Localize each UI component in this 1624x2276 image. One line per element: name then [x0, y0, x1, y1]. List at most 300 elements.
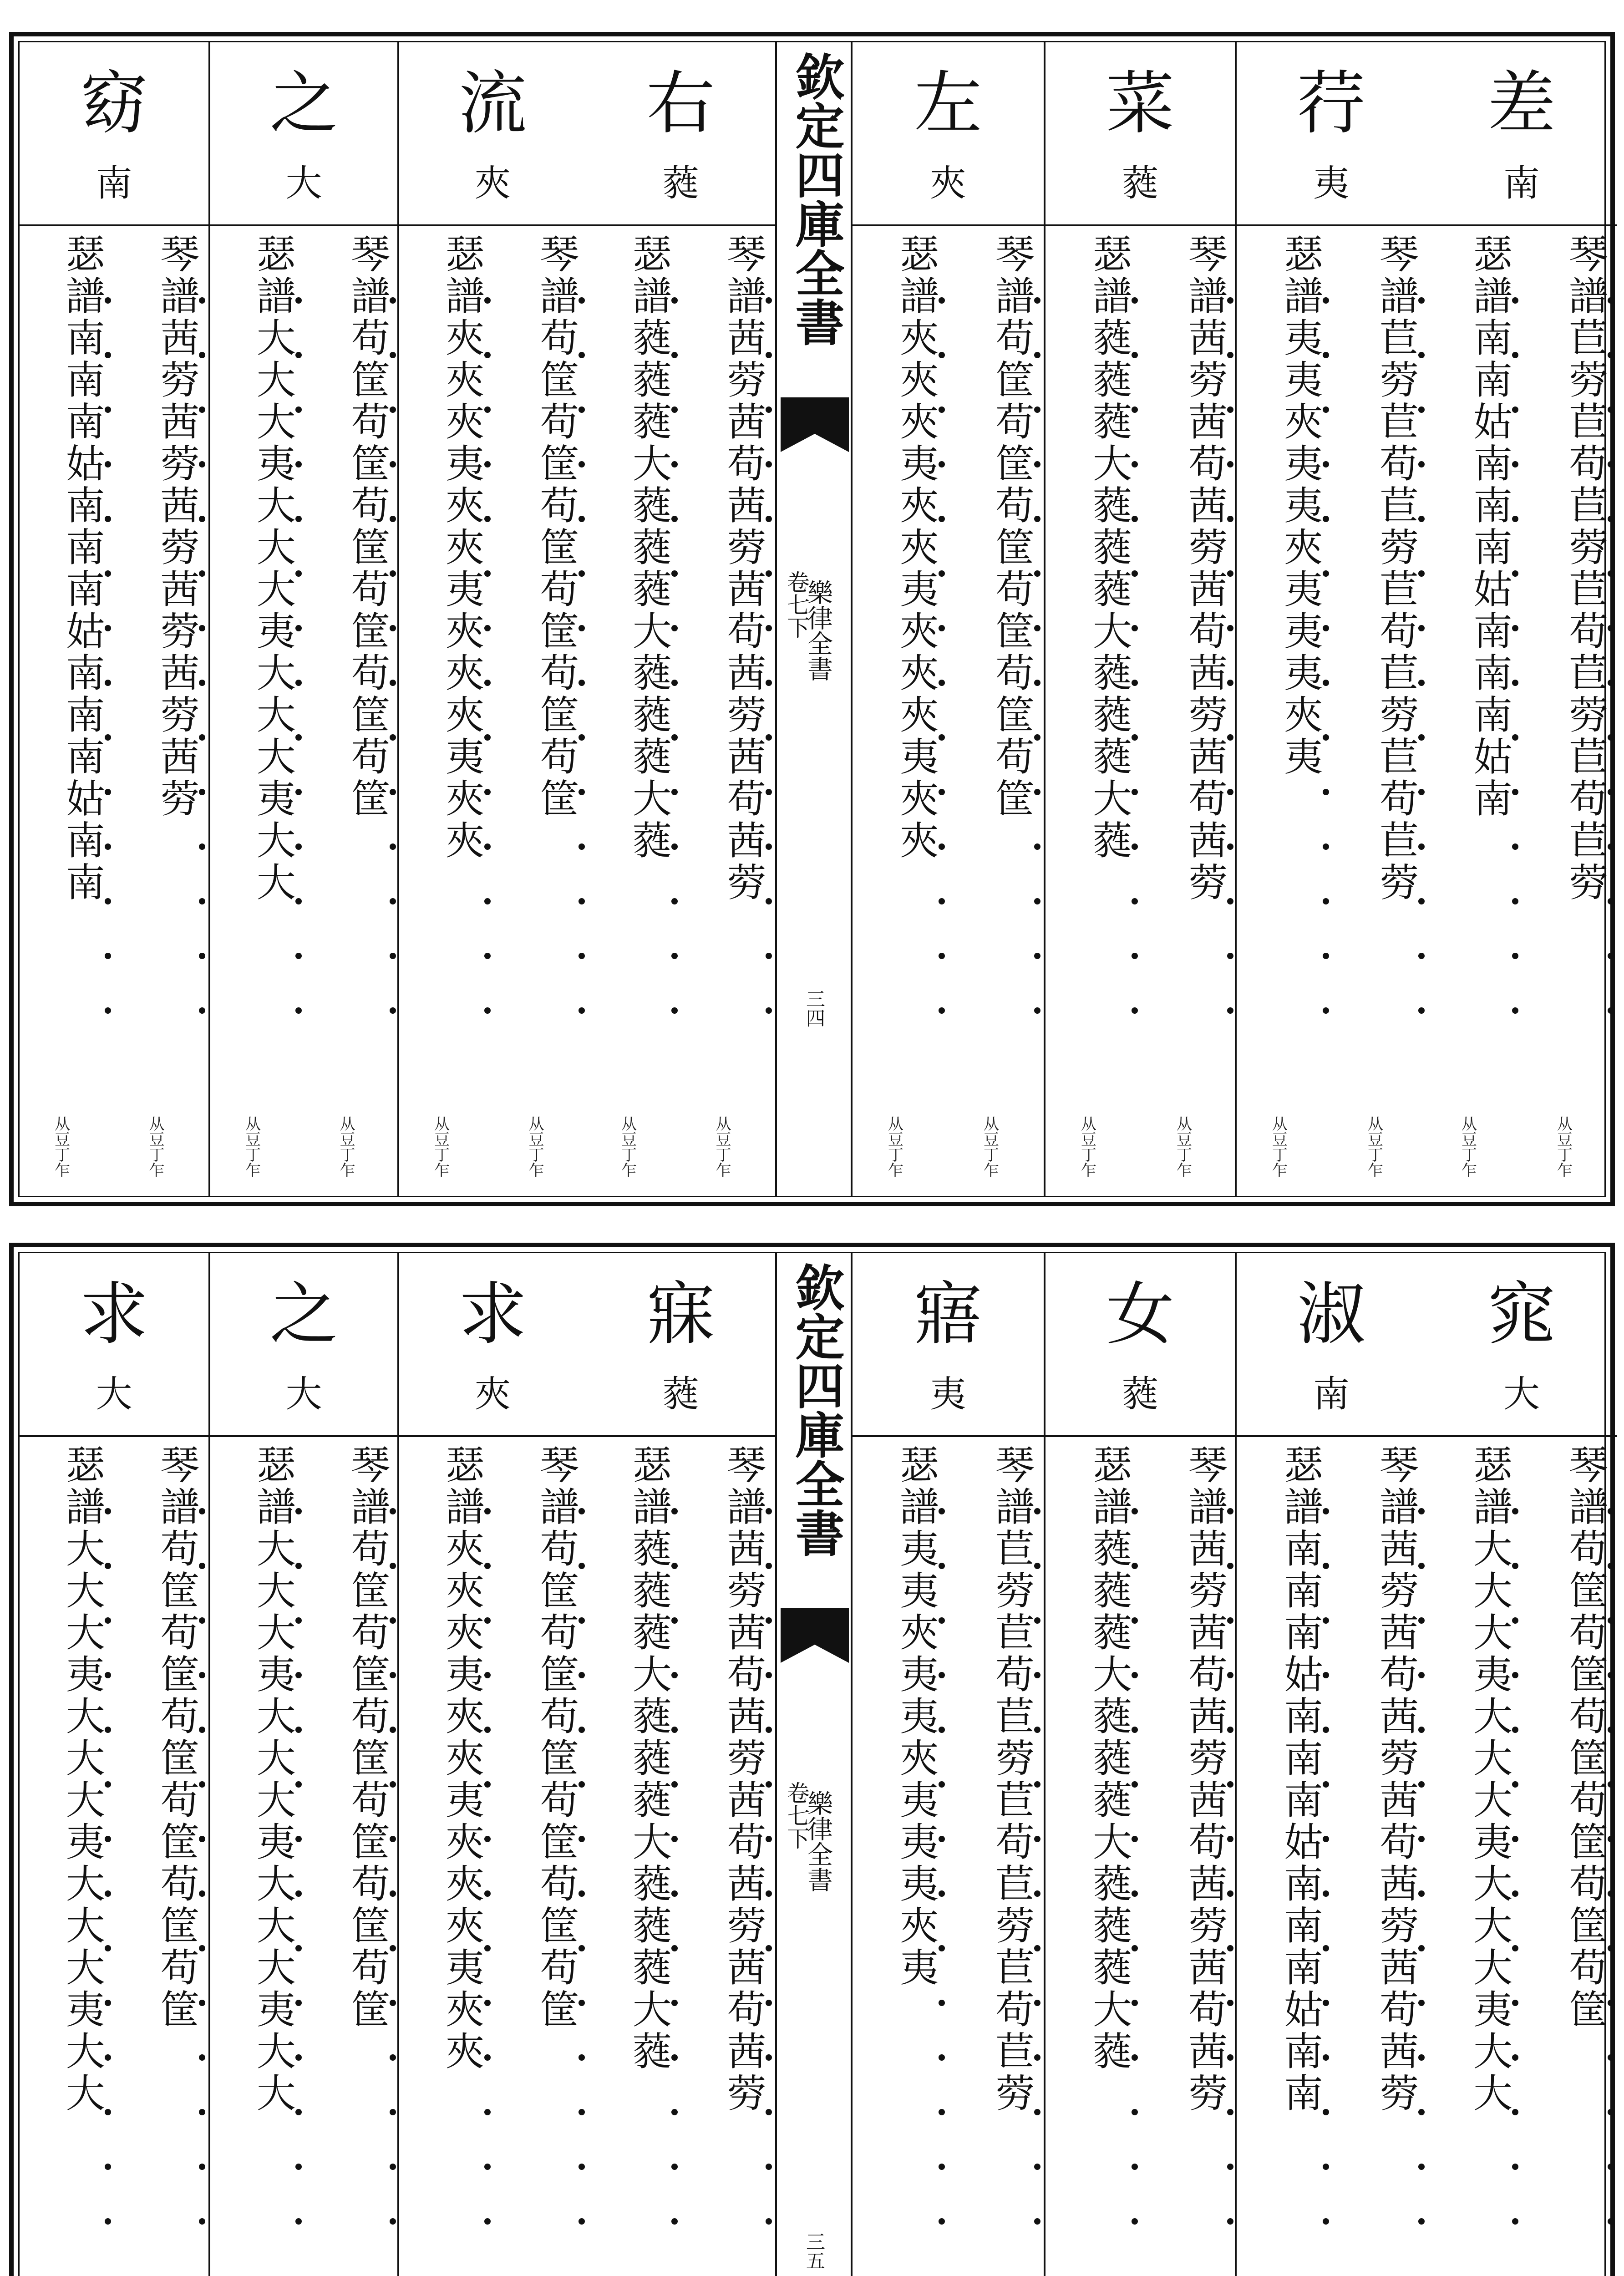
- punctuation-dot: [939, 2164, 945, 2170]
- punctuation-dot: [1227, 1890, 1233, 1897]
- punctuation-dot: [766, 297, 772, 304]
- punctuation-dot: [579, 1508, 585, 1514]
- fingering-footnote: 从豆丁乍: [618, 1116, 637, 1178]
- punctuation-dot: [1418, 953, 1425, 959]
- punctuation-dot: [766, 789, 772, 795]
- punctuation-dot: [105, 516, 111, 522]
- punctuation-dot: [1608, 789, 1614, 795]
- punctuation-dot: [484, 2000, 491, 2006]
- punctuation-dot: [295, 2054, 302, 2061]
- pitch-note: 夾: [930, 162, 966, 204]
- punctuation-dot: [1323, 953, 1329, 959]
- punctuation-dot: [1512, 297, 1518, 304]
- punctuation-dot: [390, 680, 396, 686]
- punctuation-dot: [939, 352, 945, 358]
- punctuation-dot: [579, 1890, 585, 1897]
- punctuation-dot: [1418, 352, 1425, 358]
- punctuation-dot: [199, 2109, 205, 2115]
- punctuation-dot: [1227, 898, 1233, 904]
- fingering-footnote: 从豆丁乍: [1365, 1116, 1383, 1178]
- punctuation-dot: [579, 2164, 585, 2170]
- bottom-left-half: [20, 1253, 775, 2276]
- qin-score: 琴譜茜䓖茜䓖茜䓖茜䓖茜䓖茜䓖: [153, 234, 199, 820]
- punctuation-dot: [390, 843, 396, 850]
- punctuation-dot: [1323, 625, 1329, 631]
- punctuation-dot: [484, 1007, 491, 1014]
- lyric-character: 求: [458, 1275, 527, 1354]
- lyric-character: 差: [1487, 64, 1556, 143]
- punctuation-dot: [390, 570, 396, 577]
- punctuation-dot: [1512, 680, 1518, 686]
- punctuation-dot: [484, 1563, 491, 1569]
- punctuation-dot: [484, 352, 491, 358]
- punctuation-dot: [579, 680, 585, 686]
- punctuation-dot: [1418, 2000, 1425, 2006]
- punctuation-dot: [484, 1945, 491, 1951]
- punctuation-dot: [1418, 1617, 1425, 1624]
- punctuation-dot: [1132, 1836, 1138, 1842]
- punctuation-dot: [1608, 1945, 1614, 1951]
- punctuation-dot: [1034, 843, 1040, 850]
- punctuation-dot: [1227, 1617, 1233, 1624]
- punctuation-dot: [484, 625, 491, 631]
- punctuation-dot: [199, 406, 205, 413]
- punctuation-dot: [1227, 2218, 1233, 2225]
- punctuation-dot: [1608, 953, 1614, 959]
- lyric-character: 淑: [1297, 1275, 1365, 1354]
- punctuation-dot: [1512, 1672, 1518, 1678]
- lyric-column: [586, 42, 775, 1196]
- punctuation-dot: [1608, 1672, 1614, 1678]
- lyric-character: 左: [914, 64, 982, 143]
- punctuation-dot: [295, 734, 302, 741]
- punctuation-dot: [1227, 461, 1233, 467]
- punctuation-dot: [579, 734, 585, 741]
- qin-score: 琴譜苣䓖苣苟苣䓖苣苟苣䓖苣苟苣䓖: [1373, 234, 1418, 904]
- punctuation-dot: [766, 1563, 772, 1569]
- pitch-note: 南: [1503, 162, 1540, 204]
- punctuation-dot: [579, 789, 585, 795]
- punctuation-dot: [1227, 1727, 1233, 1733]
- lyric-column: [208, 42, 397, 1196]
- punctuation-dot: [1227, 2054, 1233, 2061]
- punctuation-dot: [1323, 898, 1329, 904]
- punctuation-dot: [1227, 734, 1233, 741]
- punctuation-dot: [484, 843, 491, 850]
- punctuation-dot: [1608, 1890, 1614, 1897]
- punctuation-dot: [1323, 2218, 1329, 2225]
- punctuation-dot: [1323, 1727, 1329, 1733]
- punctuation-dot: [939, 1890, 945, 1897]
- punctuation-dot: [671, 2000, 678, 2006]
- punctuation-dot: [766, 1890, 772, 1897]
- punctuation-dot: [766, 953, 772, 959]
- punctuation-dot: [1132, 2218, 1138, 2225]
- punctuation-dot: [1418, 1508, 1425, 1514]
- punctuation-dot: [1132, 1672, 1138, 1678]
- column-header: [1237, 42, 1426, 226]
- qin-score: 琴譜苟筐苟筐苟筐苟筐苟筐苟筐: [1562, 1444, 1608, 2031]
- punctuation-dot: [105, 2054, 111, 2061]
- pitch-note: 夷: [930, 1373, 966, 1415]
- punctuation-dot: [1227, 297, 1233, 304]
- punctuation-dot: [671, 1727, 678, 1733]
- punctuation-dot: [1227, 680, 1233, 686]
- punctuation-dot: [484, 1508, 491, 1514]
- punctuation-dot: [1227, 843, 1233, 850]
- punctuation-dot: [295, 1617, 302, 1624]
- punctuation-dot: [1132, 570, 1138, 577]
- fingering-footnote: 从豆丁乍: [146, 1116, 165, 1178]
- punctuation-dot: [1608, 1727, 1614, 1733]
- punctuation-dot: [105, 843, 111, 850]
- punctuation-dot: [295, 570, 302, 577]
- punctuation-dot: [1227, 1007, 1233, 1014]
- punctuation-dot: [1323, 680, 1329, 686]
- punctuation-dot: [105, 953, 111, 959]
- punctuation-dot: [1034, 1727, 1040, 1733]
- qin-score: 琴譜苟筐苟筐苟筐苟筐苟筐苟筐: [153, 1444, 199, 2031]
- punctuation-dot: [390, 297, 396, 304]
- punctuation-dot: [579, 1563, 585, 1569]
- punctuation-dot: [766, 1508, 772, 1514]
- punctuation-dot: [939, 2109, 945, 2115]
- punctuation-dot: [484, 2054, 491, 2061]
- punctuation-dot: [939, 1508, 945, 1514]
- lyric-column: [853, 1253, 1044, 2276]
- bottom-spine: [775, 1253, 853, 2276]
- punctuation-dot: [295, 953, 302, 959]
- pitch-note: 南: [96, 162, 132, 204]
- punctuation-dot: [1132, 2000, 1138, 2006]
- punctuation-dot: [1034, 1563, 1040, 1569]
- se-score: 瑟譜蕤蕤蕤大蕤蕤蕤大蕤蕤蕤大蕤: [625, 1444, 671, 2073]
- punctuation-dot: [1034, 297, 1040, 304]
- punctuation-dot: [105, 1617, 111, 1624]
- punctuation-dot: [1034, 1617, 1040, 1624]
- punctuation-dot: [199, 898, 205, 904]
- punctuation-dot: [671, 625, 678, 631]
- punctuation-dot: [1512, 1007, 1518, 1014]
- punctuation-dot: [1512, 898, 1518, 904]
- column-header: [210, 1253, 397, 1437]
- punctuation-dot: [1034, 406, 1040, 413]
- punctuation-dot: [766, 516, 772, 522]
- punctuation-dot: [105, 1672, 111, 1678]
- pitch-note: 蕤: [662, 162, 699, 204]
- punctuation-dot: [390, 2164, 396, 2170]
- punctuation-dot: [1608, 2000, 1614, 2006]
- punctuation-dot: [1323, 1508, 1329, 1514]
- punctuation-dot: [390, 2054, 396, 2061]
- punctuation-dot: [1608, 516, 1614, 522]
- punctuation-dot: [199, 680, 205, 686]
- punctuation-dot: [671, 2109, 678, 2115]
- punctuation-dot: [105, 898, 111, 904]
- punctuation-dot: [295, 680, 302, 686]
- punctuation-dot: [295, 461, 302, 467]
- column-header: [853, 42, 1044, 226]
- punctuation-dot: [671, 1508, 678, 1514]
- punctuation-dot: [295, 1007, 302, 1014]
- punctuation-dot: [766, 1781, 772, 1788]
- punctuation-dot: [199, 789, 205, 795]
- punctuation-dot: [1034, 734, 1040, 741]
- punctuation-dot: [1512, 1836, 1518, 1842]
- punctuation-dot: [199, 352, 205, 358]
- pitch-note: 蕤: [662, 1373, 699, 1415]
- punctuation-dot: [671, 1007, 678, 1014]
- spine-title: 欽定四庫全書: [787, 51, 844, 346]
- fish-tail-upper-icon: [781, 397, 849, 470]
- punctuation-dot: [579, 1727, 585, 1733]
- punctuation-dot: [766, 680, 772, 686]
- punctuation-dot: [1132, 898, 1138, 904]
- top-left-half: [20, 42, 775, 1196]
- punctuation-dot: [105, 570, 111, 577]
- punctuation-dot: [199, 625, 205, 631]
- qin-score: 琴譜茜䓖茜苟茜䓖茜苟茜䓖茜苟茜䓖: [720, 1444, 766, 2114]
- punctuation-dot: [1132, 1727, 1138, 1733]
- pitch-note: 夾: [474, 1373, 511, 1415]
- se-score: 瑟譜蕤蕤蕤大蕤蕤蕤大蕤蕤蕤大蕤: [1086, 1444, 1132, 2073]
- punctuation-dot: [1323, 2164, 1329, 2170]
- punctuation-dot: [766, 1945, 772, 1951]
- punctuation-dot: [671, 1836, 678, 1842]
- punctuation-dot: [1512, 1945, 1518, 1951]
- fingering-footnote: 从豆丁乍: [713, 1116, 731, 1178]
- punctuation-dot: [579, 953, 585, 959]
- punctuation-dot: [199, 1617, 205, 1624]
- punctuation-dot: [579, 2054, 585, 2061]
- punctuation-dot: [579, 898, 585, 904]
- punctuation-dot: [199, 1781, 205, 1788]
- punctuation-dot: [766, 406, 772, 413]
- punctuation-dot: [579, 570, 585, 577]
- punctuation-dot: [1323, 789, 1329, 795]
- pitch-note: 夷: [1313, 162, 1350, 204]
- pitch-note: 大: [96, 1373, 132, 1415]
- punctuation-dot: [1227, 1945, 1233, 1951]
- punctuation-dot: [1227, 789, 1233, 795]
- punctuation-dot: [766, 625, 772, 631]
- punctuation-dot: [295, 1781, 302, 1788]
- se-score: 瑟譜大大大夷大大大夷大大大夷大大: [249, 234, 295, 904]
- punctuation-dot: [105, 2109, 111, 2115]
- punctuation-dot: [199, 1563, 205, 1569]
- punctuation-dot: [295, 789, 302, 795]
- punctuation-dot: [484, 1727, 491, 1733]
- lyric-column: [1044, 42, 1235, 1196]
- qin-score: 琴譜茜䓖茜苟茜䓖茜苟茜䓖茜苟茜䓖: [1373, 1444, 1418, 2114]
- punctuation-dot: [390, 1781, 396, 1788]
- punctuation-dot: [1323, 734, 1329, 741]
- punctuation-dot: [1608, 406, 1614, 413]
- punctuation-dot: [390, 2109, 396, 2115]
- punctuation-dot: [671, 680, 678, 686]
- lyric-column: [20, 42, 208, 1196]
- lyric-character: 窕: [1487, 1275, 1556, 1354]
- punctuation-dot: [1418, 2164, 1425, 2170]
- punctuation-dot: [1227, 1563, 1233, 1569]
- punctuation-dot: [1512, 1727, 1518, 1733]
- column-header: [210, 42, 397, 226]
- punctuation-dot: [199, 297, 205, 304]
- punctuation-dot: [1512, 625, 1518, 631]
- punctuation-dot: [390, 2218, 396, 2225]
- punctuation-dot: [1034, 352, 1040, 358]
- punctuation-dot: [671, 352, 678, 358]
- punctuation-dot: [105, 461, 111, 467]
- punctuation-dot: [199, 1836, 205, 1842]
- punctuation-dot: [1227, 625, 1233, 631]
- punctuation-dot: [939, 625, 945, 631]
- punctuation-dot: [1608, 843, 1614, 850]
- punctuation-dot: [1132, 734, 1138, 741]
- punctuation-dot: [484, 2164, 491, 2170]
- spine-title: 欽定四庫全書: [787, 1262, 844, 1557]
- se-score: 瑟譜南南姑南南南姑南南南姑南: [1467, 234, 1512, 820]
- punctuation-dot: [1608, 2109, 1614, 2115]
- punctuation-dot: [579, 625, 585, 631]
- punctuation-dot: [484, 1781, 491, 1788]
- lyric-character: 窈: [80, 64, 148, 143]
- punctuation-dot: [1608, 625, 1614, 631]
- pitch-note: 大: [1503, 1373, 1540, 1415]
- pitch-note: 大: [285, 162, 322, 204]
- lyric-column: [397, 1253, 586, 2276]
- punctuation-dot: [484, 1890, 491, 1897]
- punctuation-dot: [1323, 1945, 1329, 1951]
- spine-book-title: 樂律全書: [803, 1790, 833, 1892]
- punctuation-dot: [1034, 898, 1040, 904]
- punctuation-dot: [939, 570, 945, 577]
- punctuation-dot: [939, 680, 945, 686]
- punctuation-dot: [390, 734, 396, 741]
- qin-score: 琴譜苣䓖苣苟苣䓖苣苟苣䓖苣苟苣䓖: [989, 1444, 1034, 2114]
- fingering-footnote: 从豆丁乍: [337, 1116, 355, 1178]
- punctuation-dot: [1512, 1781, 1518, 1788]
- punctuation-dot: [579, 297, 585, 304]
- punctuation-dot: [105, 1836, 111, 1842]
- punctuation-dot: [295, 2109, 302, 2115]
- punctuation-dot: [766, 734, 772, 741]
- punctuation-dot: [295, 516, 302, 522]
- punctuation-dot: [1132, 1508, 1138, 1514]
- punctuation-dot: [1512, 789, 1518, 795]
- lyric-column: [853, 42, 1044, 1196]
- punctuation-dot: [484, 406, 491, 413]
- punctuation-dot: [939, 843, 945, 850]
- punctuation-dot: [105, 1508, 111, 1514]
- punctuation-dot: [671, 898, 678, 904]
- punctuation-dot: [295, 625, 302, 631]
- punctuation-dot: [671, 1563, 678, 1569]
- punctuation-dot: [671, 461, 678, 467]
- punctuation-dot: [199, 1672, 205, 1678]
- punctuation-dot: [484, 1617, 491, 1624]
- punctuation-dot: [1512, 406, 1518, 413]
- se-score: 瑟譜大大大夷大大大夷大大大夷大大: [1467, 1444, 1512, 2114]
- punctuation-dot: [1227, 1672, 1233, 1678]
- punctuation-dot: [1034, 789, 1040, 795]
- punctuation-dot: [1512, 461, 1518, 467]
- punctuation-dot: [1512, 1890, 1518, 1897]
- punctuation-dot: [1132, 1890, 1138, 1897]
- punctuation-dot: [1227, 2109, 1233, 2115]
- punctuation-dot: [390, 1945, 396, 1951]
- punctuation-dot: [1323, 516, 1329, 522]
- punctuation-dot: [1512, 516, 1518, 522]
- punctuation-dot: [105, 1945, 111, 1951]
- punctuation-dot: [1418, 789, 1425, 795]
- punctuation-dot: [1418, 1781, 1425, 1788]
- punctuation-dot: [1512, 843, 1518, 850]
- column-header: [1426, 42, 1617, 226]
- punctuation-dot: [484, 680, 491, 686]
- lyric-character: 寤: [914, 1275, 982, 1354]
- fingering-footnote: 从豆丁乍: [1173, 1116, 1192, 1178]
- punctuation-dot: [1608, 1508, 1614, 1514]
- punctuation-dot: [939, 789, 945, 795]
- pitch-note: 大: [285, 1373, 322, 1415]
- bottom-right-half: [853, 1253, 1617, 2276]
- punctuation-dot: [1034, 2054, 1040, 2061]
- punctuation-dot: [939, 734, 945, 741]
- punctuation-dot: [579, 2218, 585, 2225]
- se-score: 瑟譜夷夷夾夷夷夾夷夷夷夾夷: [1277, 234, 1323, 778]
- punctuation-dot: [939, 898, 945, 904]
- punctuation-dot: [390, 1007, 396, 1014]
- punctuation-dot: [1418, 2109, 1425, 2115]
- fingering-footnote: 从豆丁乍: [1269, 1116, 1288, 1178]
- spine-volume: 卷七下: [783, 1781, 810, 1849]
- punctuation-dot: [199, 1727, 205, 1733]
- lyric-character: 之: [269, 64, 338, 143]
- punctuation-dot: [1323, 406, 1329, 413]
- punctuation-dot: [484, 570, 491, 577]
- punctuation-dot: [1418, 625, 1425, 631]
- punctuation-dot: [939, 1945, 945, 1951]
- punctuation-dot: [1512, 2054, 1518, 2061]
- punctuation-dot: [766, 1617, 772, 1624]
- punctuation-dot: [1323, 461, 1329, 467]
- punctuation-dot: [1512, 734, 1518, 741]
- top-page-frame: [9, 32, 1615, 1206]
- punctuation-dot: [671, 1617, 678, 1624]
- qin-score: 琴譜苟筐苟筐苟筐苟筐苟筐苟筐: [344, 1444, 390, 2031]
- fingering-footnote: 从豆丁乍: [526, 1116, 544, 1178]
- punctuation-dot: [671, 570, 678, 577]
- top-right-half: [853, 42, 1617, 1196]
- punctuation-dot: [1034, 1836, 1040, 1842]
- se-score: 瑟譜南南南姑南南南姑南南南姑南南: [59, 234, 105, 904]
- punctuation-dot: [1418, 1007, 1425, 1014]
- top-spine: [775, 42, 853, 1196]
- punctuation-dot: [1323, 1563, 1329, 1569]
- punctuation-dot: [1132, 625, 1138, 631]
- punctuation-dot: [1034, 1781, 1040, 1788]
- punctuation-dot: [1512, 2218, 1518, 2225]
- punctuation-dot: [766, 1007, 772, 1014]
- punctuation-dot: [390, 1508, 396, 1514]
- punctuation-dot: [939, 1781, 945, 1788]
- punctuation-dot: [105, 297, 111, 304]
- punctuation-dot: [390, 953, 396, 959]
- punctuation-dot: [105, 352, 111, 358]
- punctuation-dot: [1608, 461, 1614, 467]
- punctuation-dot: [295, 1945, 302, 1951]
